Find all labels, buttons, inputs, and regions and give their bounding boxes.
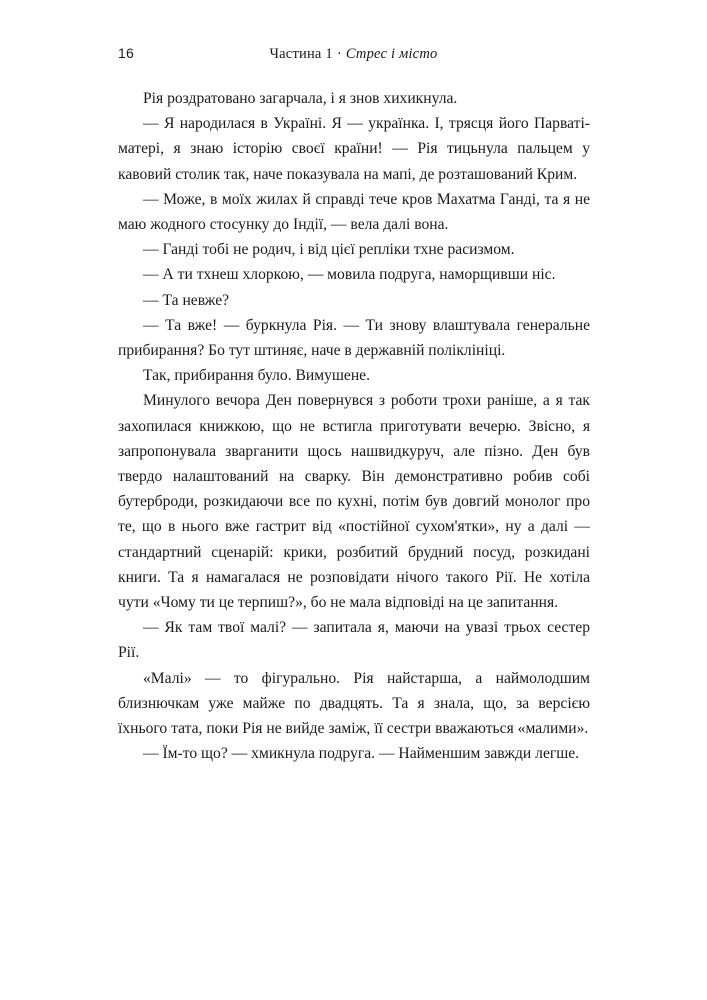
paragraph: — Та вже! — буркнула Рія. — Ти знову влаштувала генеральне прибирання? Бо тут штиняє, наче в державній поліклініці.	[118, 316, 590, 360]
running-head-separator: ·	[336, 46, 342, 62]
page-number: 16	[118, 45, 134, 61]
paragraph: Рія роздратовано загарчала, і я знов хихикнула.	[143, 90, 458, 107]
paragraph: — Може, в моїх жилах й справді тече кров Махатма Ганді, та я не маю жодного стосунку до Індії, — вела далі вона.	[118, 190, 590, 234]
running-head-title	[118, 46, 589, 63]
paragraph: — Як там твої малі? — запитала я, маючи на увазі трьох сестер Рії.	[118, 619, 590, 662]
running-head-part: Частина 1	[269, 46, 333, 62]
paragraph: «Малі» — то фігурально. Рія найстарша, а наймолодшим близнючкам уже майже по двадцять. Та я знала, що, за версією їхнього тата, поки Рія не вийде заміж, її сестри вважаються «малими».	[118, 669, 590, 738]
paragraph: Минулого вечора Ден повернувся з роботи трохи раніше, а я так захопилася книжкою, що не встигла приготувати вечерю. Звісно, я запропонувала зварганити щось нашвидкуруч, але пізно. Ден був твердо налаштований на сварку. Він демонстративно робив собі бутерброди, розкидаючи все по кухні, потім був довгий монолог про те, що в нього вже гастрит від «постійної сухом'ятки», ну а далі — стандартний сценарій: крики, розбитий брудний посуд, розкидані книги. Та я намагалася не розповідати нічого такого Рії. Не хотіла чути «Чому ти це терпиш?», бо не мала відповіді на це запитання.	[118, 392, 590, 612]
paragraph: — Ганді тобі не родич, і від цієї репліки тхне расизмом.	[143, 241, 515, 259]
paragraph: — А ти тхнеш хлоркою, — мовила подруга, наморщивши ніс.	[143, 266, 556, 284]
body-text	[118, 86, 590, 766]
paragraph: Так, прибирання було. Вимушене.	[143, 367, 371, 385]
paragraph: — Я народилася в Україні. Я — українка. І, трясця його Парваті-матері, я знаю історію своєї країни! — Рія тицьнула пальцем у кавовий столик так, наче показувала на мапі, де розташований Крим.	[118, 115, 590, 183]
running-head-chapter: Стрес і місто	[345, 46, 438, 62]
paragraph: — Та невже?	[143, 291, 230, 309]
paragraph: — Їм-то що? — хмикнула подруга. — Найменшим завжди легше.	[143, 745, 580, 763]
running-head	[118, 45, 589, 65]
